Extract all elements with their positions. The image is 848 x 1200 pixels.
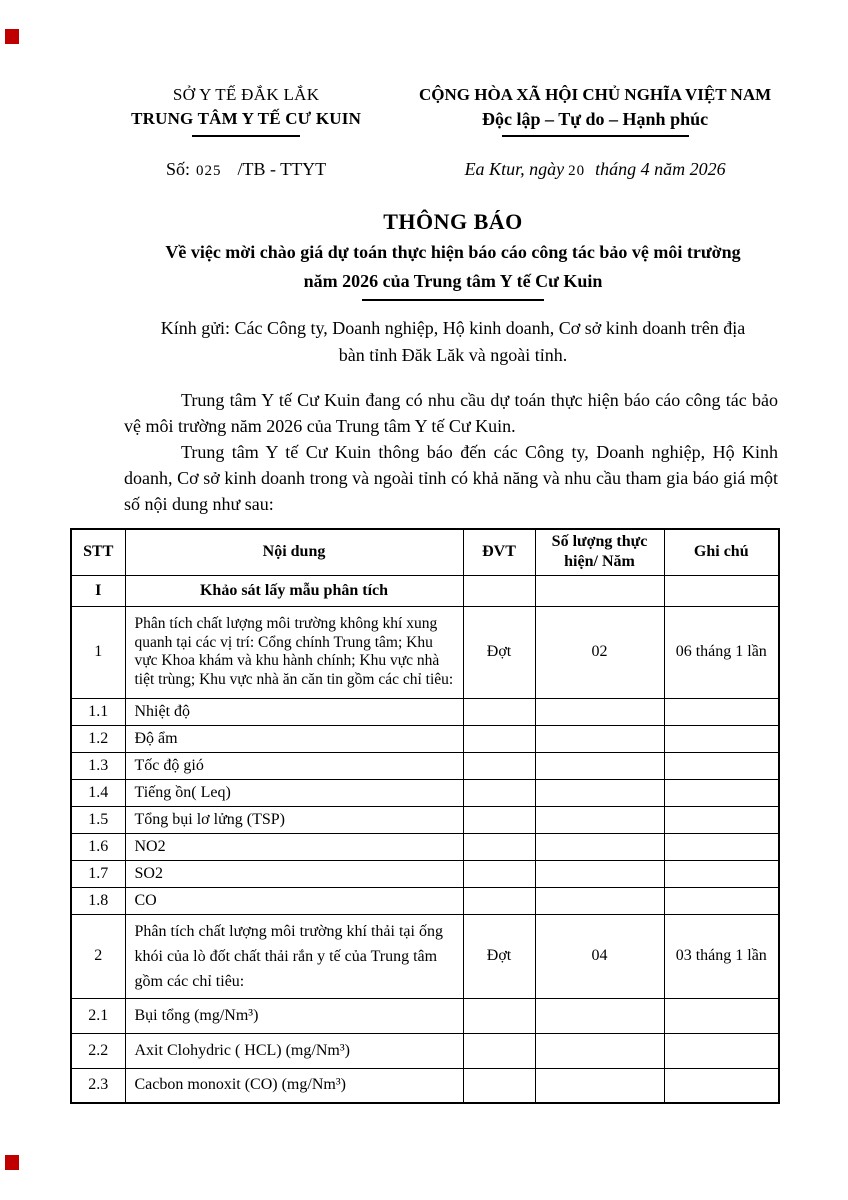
cell-dvt	[463, 1068, 535, 1103]
cell-note	[664, 725, 779, 752]
cell-note	[664, 752, 779, 779]
salutation-line1: Kính gửi: Các Công ty, Doanh nghiệp, Hộ kinh doanh, Cơ sở kinh doanh trên địa	[160, 318, 746, 338]
cell-qty	[535, 1068, 664, 1103]
table-row	[71, 725, 779, 752]
cell-dvt: Đợt	[463, 914, 535, 998]
cell-stt: 2.2	[71, 1033, 125, 1068]
cell-qty	[535, 806, 664, 833]
document-body	[124, 387, 778, 517]
cell-dvt	[463, 725, 535, 752]
cell-stt: 1.5	[71, 806, 125, 833]
issuer-department: SỞ Y TẾ ĐẮK LẮK	[172, 85, 320, 104]
document-subtitle-line2: năm 2026 của Trung tâm Y tế Cư Kuin	[303, 271, 603, 291]
cell-content: CO	[125, 887, 463, 914]
table-row	[71, 1068, 779, 1103]
cell-note: 03 tháng 1 lần	[664, 914, 779, 998]
table-row	[71, 887, 779, 914]
cell-note: 06 tháng 1 lần	[664, 606, 779, 698]
cell-dvt	[463, 833, 535, 860]
national-motto-block	[402, 84, 788, 137]
table-row	[71, 779, 779, 806]
salutation	[124, 315, 782, 369]
cell-qty	[535, 779, 664, 806]
dateline-day: 20	[568, 163, 586, 179]
national-title: CỘNG HÒA XÃ HỘI CHỦ NGHĨA VIỆT NAM	[418, 85, 772, 104]
quotation-items-table	[70, 528, 780, 1104]
cell-content: Phân tích chất lượng môi trường không khí xung quanh tại các vị trí: Cổng chính Trung tâm; Khu vực Khoa khám và khu hành chính; Khu vực nhà tiệt trùng; Khu vực nhà ăn căn tin gồm các chỉ tiêu:	[125, 606, 463, 698]
cell-content: Tổng bụi lơ lửng (TSP)	[125, 806, 463, 833]
cell-note	[664, 998, 779, 1033]
document-header	[60, 84, 788, 137]
table-row	[71, 698, 779, 725]
cell-qty	[535, 860, 664, 887]
table-row	[71, 914, 779, 998]
cell-note	[664, 698, 779, 725]
cell-qty	[535, 887, 664, 914]
cell-qty	[535, 698, 664, 725]
cell-stt: 1.6	[71, 833, 125, 860]
cell-qty	[535, 725, 664, 752]
cell-content: Nhiệt độ	[125, 698, 463, 725]
cell-note	[664, 887, 779, 914]
document-subtitle-line1: Về việc mời chào giá dự toán thực hiện báo cáo công tác bảo vệ môi trường	[165, 242, 741, 262]
cell-dvt	[463, 575, 535, 606]
cell-note	[664, 779, 779, 806]
cell-stt: 2.3	[71, 1068, 125, 1103]
issuer-underline	[192, 135, 300, 137]
cell-stt: 1.1	[71, 698, 125, 725]
table-body	[71, 575, 779, 1103]
table-row	[71, 806, 779, 833]
cell-content: Tốc độ gió	[125, 752, 463, 779]
table-row	[71, 752, 779, 779]
document-meta-row	[60, 159, 788, 180]
title-underline	[362, 299, 544, 301]
cell-content: Phân tích chất lượng môi trường khí thải tại ống khói của lò đốt chất thải rắn y tế của Trung tâm gồm các chỉ tiêu:	[125, 914, 463, 998]
cell-content: Axit Clohydric ( HCL) (mg/Nm³)	[125, 1033, 463, 1068]
cell-stt: 1	[71, 606, 125, 698]
document-number-value: 025	[196, 163, 222, 179]
national-motto: Độc lập – Tự do – Hạnh phúc	[482, 109, 709, 129]
document-number-label: Số:	[165, 159, 190, 179]
document-number	[60, 159, 402, 180]
cell-dvt	[463, 860, 535, 887]
cell-content: SO2	[125, 860, 463, 887]
table-row	[71, 606, 779, 698]
cell-dvt	[463, 779, 535, 806]
header-stt: STT	[71, 529, 125, 575]
cell-content: Bụi tổng (mg/Nm³)	[125, 998, 463, 1033]
cell-content: NO2	[125, 833, 463, 860]
cell-qty	[535, 752, 664, 779]
body-paragraph-2: Trung tâm Y tế Cư Kuin thông báo đến các Công ty, Doanh nghiệp, Hộ Kinh doanh, Cơ sở kinh doanh trong và ngoài tỉnh có khả năng và nhu cầu tham gia báo giá một số nội dung như sau:	[124, 442, 778, 514]
dateline-place: Ea Ktur, ngày	[464, 159, 565, 179]
cell-dvt	[463, 1033, 535, 1068]
cell-note	[664, 860, 779, 887]
cell-note	[664, 833, 779, 860]
page-margin-marker-top	[5, 29, 19, 44]
cell-stt: 2	[71, 914, 125, 998]
document-title: THÔNG BÁO	[383, 209, 523, 234]
table-row	[71, 833, 779, 860]
cell-stt: 1.8	[71, 887, 125, 914]
cell-qty	[535, 575, 664, 606]
cell-dvt	[463, 806, 535, 833]
cell-note	[664, 575, 779, 606]
motto-underline	[502, 135, 689, 137]
cell-stt: 2.1	[71, 998, 125, 1033]
cell-qty: 04	[535, 914, 664, 998]
table-header-row	[71, 529, 779, 575]
header-so-luong: Số lượng thực hiện/ Năm	[535, 529, 664, 575]
document-number-suffix: /TB - TTYT	[237, 159, 327, 179]
cell-dvt	[463, 752, 535, 779]
title-block	[124, 208, 782, 301]
issuer-unit: TRUNG TÂM Y TẾ CƯ KUIN	[131, 109, 362, 128]
table-row	[71, 998, 779, 1033]
salutation-line2: bàn tỉnh Đăk Lăk và ngoài tỉnh.	[338, 345, 568, 365]
cell-content: Độ ẩm	[125, 725, 463, 752]
cell-stt: 1.4	[71, 779, 125, 806]
cell-dvt	[463, 998, 535, 1033]
cell-qty	[535, 1033, 664, 1068]
cell-dvt	[463, 887, 535, 914]
table-row	[71, 575, 779, 606]
body-paragraph-1: Trung tâm Y tế Cư Kuin đang có nhu cầu dự toán thực hiện báo cáo công tác bảo vệ môi trường năm 2026 của Trung tâm Y tế Cư Kuin.	[124, 390, 778, 436]
cell-dvt: Đợt	[463, 606, 535, 698]
cell-note	[664, 1068, 779, 1103]
page-margin-marker-bottom	[5, 1155, 19, 1170]
header-noi-dung: Nội dung	[125, 529, 463, 575]
cell-stt: I	[71, 575, 125, 606]
cell-stt: 1.2	[71, 725, 125, 752]
header-ghi-chu: Ghi chú	[664, 529, 779, 575]
cell-qty: 02	[535, 606, 664, 698]
cell-stt: 1.3	[71, 752, 125, 779]
cell-content: Tiếng ồn( Leq)	[125, 779, 463, 806]
cell-content: Khảo sát lấy mẫu phân tích	[125, 575, 463, 606]
cell-note	[664, 1033, 779, 1068]
cell-stt: 1.7	[71, 860, 125, 887]
issuer-block	[60, 84, 402, 137]
cell-qty	[535, 998, 664, 1033]
cell-content: Cacbon monoxit (CO) (mg/Nm³)	[125, 1068, 463, 1103]
table-row	[71, 1033, 779, 1068]
header-dvt: ĐVT	[463, 529, 535, 575]
dateline-rest: tháng 4 năm 2026	[595, 159, 726, 179]
document-dateline	[402, 159, 788, 180]
cell-qty	[535, 833, 664, 860]
cell-dvt	[463, 698, 535, 725]
table-row	[71, 860, 779, 887]
cell-note	[664, 806, 779, 833]
